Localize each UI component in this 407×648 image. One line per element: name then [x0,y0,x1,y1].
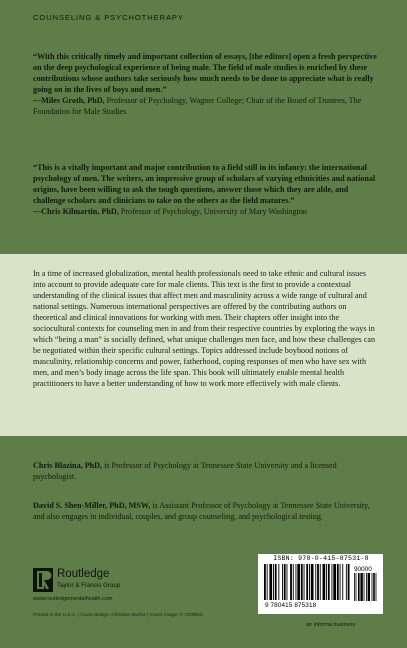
informa-tagline: an informa business [306,622,356,628]
quote-affiliation: Professor of Psychology, University of Mary Washington [120,206,307,216]
publisher-name: Routledge [57,568,110,580]
quote-attribution [33,96,377,118]
author-bio-1 [33,460,379,482]
bio-text: is Assistant Professor of Psychology at Tennessee State University, and also engages in individual, couples, and group counseling, and psychological testing. [33,501,370,522]
quote-affiliation: Professor of Psychology, Wagner College; Chair of the Board of Trustees, The Foundation for Male Studies [33,95,362,116]
quote-attribution [33,207,377,218]
bio-name: David S. Shen-Miller, PhD, MSW, [33,501,151,510]
publisher-url[interactable]: www.routledgementalhealth.com [33,596,113,602]
endorsement-quote-1 [33,52,377,117]
quote-author: —Miles Groth, PhD, [33,95,105,105]
quote-text: “This is a vitally important and major contribution to a field still in its infancy: the international psychology of men. The writers, an impressive group of scholars of varying ethnicities and national origins, have been willing to ask the tough questions, answer those which they are able, and challenge scholars and clinicians to take on the others as the field matures.” [33,163,376,205]
book-description: In a time of increased globalization, mental health professionals need to take ethnic and cultural issues into account to provide adequate care for male clients. This text is the first to provide a contextual understanding of the clinical issues that affect men and masculinity across a wide range of cultural and national settings. Numerous international perspectives are offered by the contributing authors on theoretical and clinical innovations for working with men. Their chapters offer insight into the sociocultural contexts for counseling men in and from their respective countries by exploring the ways in which “being a man” is socially defined, what unique challenges men face, and how these challenges can be negotiated within their specific cultural settings. Topics addressed include boyhood notions of masculinity, relationship concerns and power, fatherhood, coping responses of men who have sex with men, and men’s body image across the life span. This book will ultimately enable mental health practitioners to have a better understanding of how to work more effectively with male clients. [33,269,376,389]
isbn-label: ISBN: 978-0-415-87531-8 [273,555,369,562]
bio-name: Chris Blazina, PhD, [33,461,103,470]
endorsement-quote-2 [33,163,377,218]
quote-author: —Chris Kilmartin, PhD, [33,206,119,216]
bio-text: is Professor of Psychology at Tennessee State University and a licensed psychologist. [33,461,337,482]
routledge-logo-icon [33,568,53,592]
barcode-digits: 9 780415 875318 [265,602,317,609]
publisher-block [33,566,213,604]
print-credits: Printed in the U.S.A. | Cover design: Christian Muñoz | Cover image: © CORBIS [33,613,203,618]
quote-text: “With this critically timely and important collection of essays, [the editors] open a fresh perspective on the deep psychological experience of being male. The field of male studies is enriched by these contributions whose authors take seriously how much needs to be done to appreciate what is really going on in the lives of boys and men.” [33,52,377,94]
author-bio-2 [33,500,379,522]
isbn-barcode [258,554,383,614]
publisher-group: Taylor & Francis Group [57,582,121,589]
category-label: COUNSELING & PSYCHOTHERAPY [33,13,184,22]
barcode-addon-digits: 90000 [354,566,372,573]
